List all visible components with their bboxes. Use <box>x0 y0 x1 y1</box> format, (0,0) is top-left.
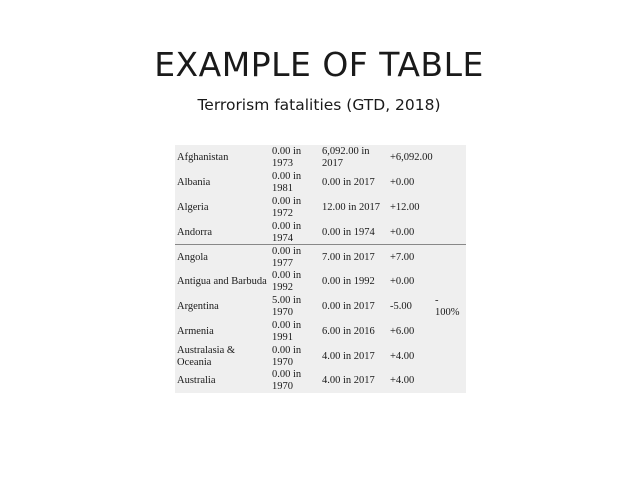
table-row <box>175 319 466 344</box>
start-cell: 0.00 in 1970 <box>272 345 302 368</box>
change-cell: +0.00 <box>390 226 415 238</box>
change-cell: +12.00 <box>390 201 420 213</box>
country-cell: Algeria <box>177 201 209 213</box>
table-row <box>175 368 466 393</box>
end-cell: 7.00 in 2017 <box>322 251 375 263</box>
country-cell: Andorra <box>177 226 212 238</box>
end-cell: 0.00 in 1992 <box>322 275 375 287</box>
slide-subtitle: Terrorism fatalities (GTD, 2018) <box>197 96 441 114</box>
country-cell: Argentina <box>177 300 219 312</box>
start-cell: 0.00 in 1972 <box>272 196 302 219</box>
country-cell: Albania <box>177 176 211 188</box>
end-cell: 4.00 in 2017 <box>322 374 375 386</box>
change-cell: -5.00 <box>390 300 412 312</box>
table-row <box>175 269 466 294</box>
country-cell: Angola <box>177 251 208 263</box>
table-row <box>175 344 466 369</box>
start-cell: 0.00 in 1970 <box>272 369 302 392</box>
start-cell: 0.00 in 1974 <box>272 221 302 244</box>
end-cell: 0.00 in 2017 <box>322 300 375 312</box>
change-cell: +4.00 <box>390 350 415 362</box>
country-cell: Armenia <box>177 325 214 337</box>
country-cell: Australasia & Oceania <box>177 345 236 368</box>
start-cell: 0.00 in 1977 <box>272 246 302 269</box>
table-row <box>175 170 466 195</box>
slide-title: EXAMPLE OF TABLE <box>154 45 484 84</box>
change-cell: +0.00 <box>390 275 415 287</box>
argentina-percent-change <box>435 295 460 319</box>
start-cell: 0.00 in 1981 <box>272 171 302 194</box>
country-cell: Afghanistan <box>177 151 229 163</box>
table-row <box>175 195 466 220</box>
country-cell: Antigua and Barbuda <box>177 275 267 287</box>
change-cell: +6,092.00 <box>390 151 433 163</box>
change-cell: +6.00 <box>390 325 415 337</box>
fatalities-table <box>175 145 466 393</box>
country-cell: Australia <box>177 374 216 386</box>
end-cell: 12.00 in 2017 <box>322 201 381 213</box>
change-cell: +7.00 <box>390 251 415 263</box>
table-row <box>175 145 466 170</box>
start-cell: 0.00 in 1973 <box>272 146 302 169</box>
start-cell: 0.00 in 1992 <box>272 270 302 293</box>
percent-dash: - <box>435 295 439 306</box>
end-cell: 0.00 in 1974 <box>322 226 375 238</box>
end-cell: 6,092.00 in 2017 <box>322 146 370 169</box>
table-row <box>175 220 466 245</box>
percent-value: 100% <box>435 307 460 318</box>
start-cell: 0.00 in 1991 <box>272 320 302 343</box>
change-cell: +4.00 <box>390 374 415 386</box>
end-cell: 4.00 in 2017 <box>322 350 375 362</box>
change-cell: +0.00 <box>390 176 415 188</box>
end-cell: 6.00 in 2016 <box>322 325 375 337</box>
table-row <box>175 294 466 319</box>
end-cell: 0.00 in 2017 <box>322 176 375 188</box>
start-cell: 5.00 in 1970 <box>272 295 302 318</box>
table-row <box>175 244 466 270</box>
